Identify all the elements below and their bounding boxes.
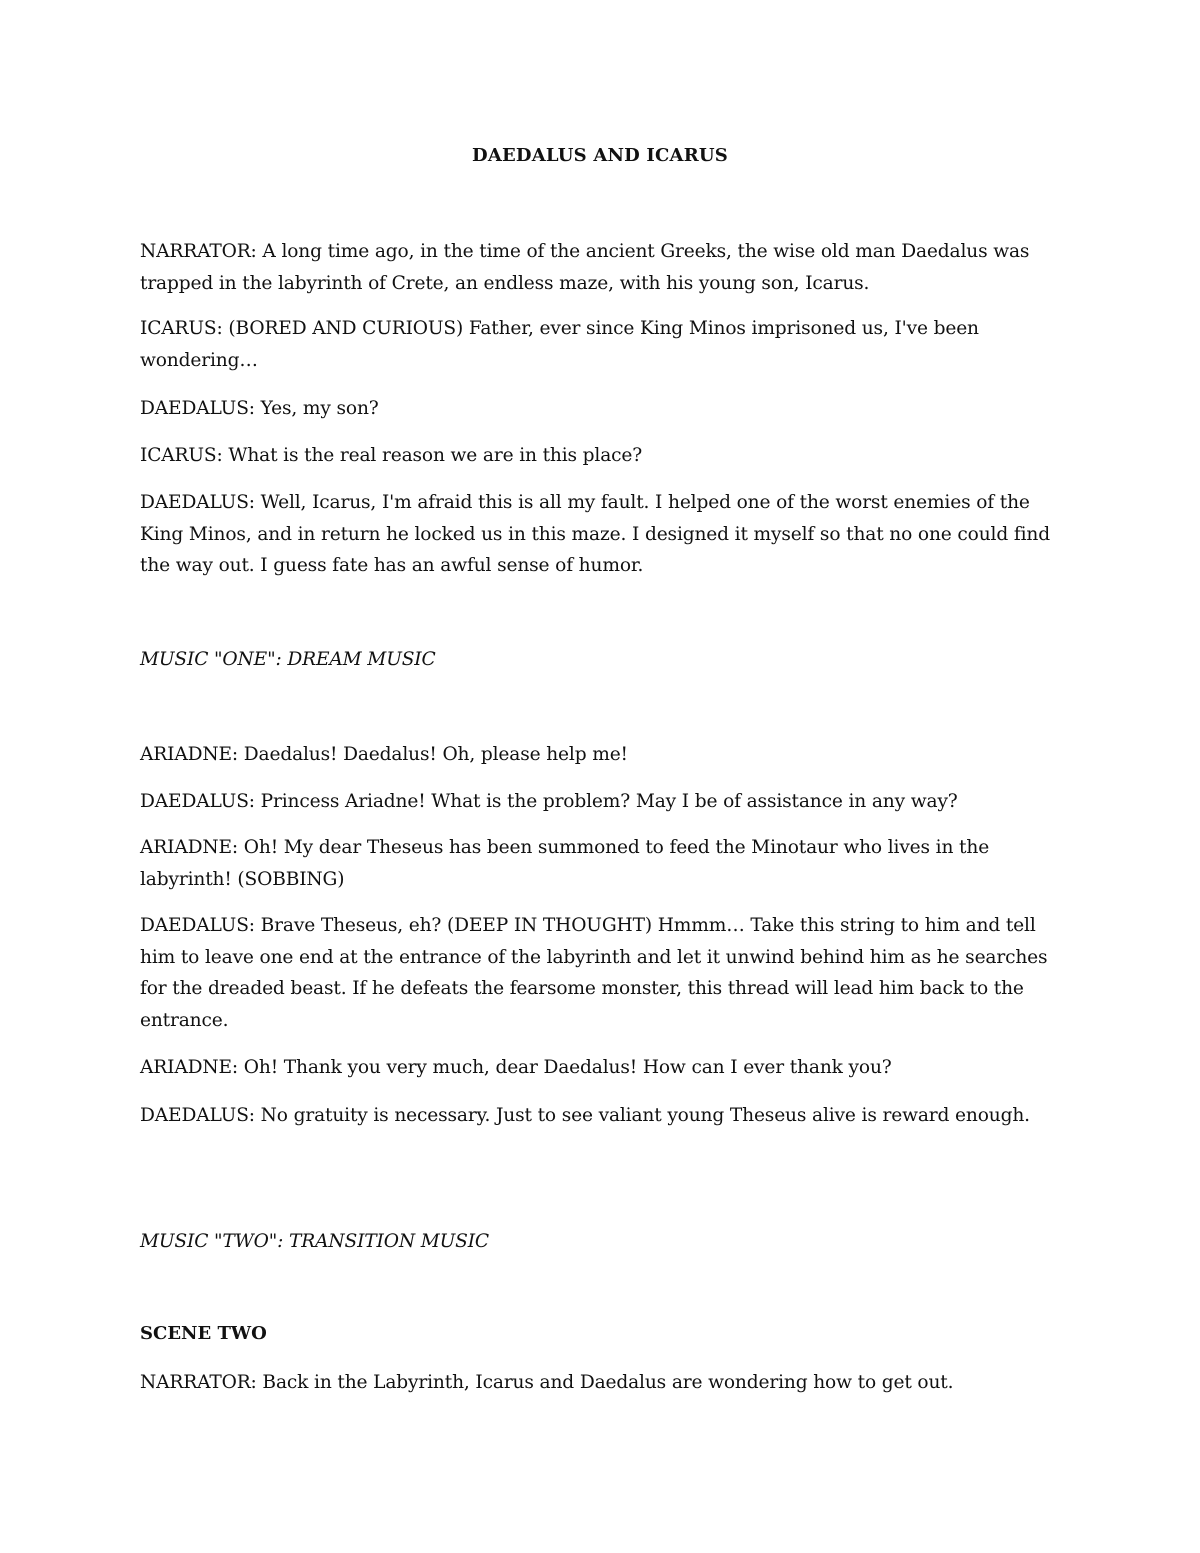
daedalus-line-string: DAEDALUS: Brave Theseus, eh? (DEEP IN THOUGHT) Hmmm… Take this string to him and tell him to leave one end at the entrance of the labyrinth and let it unwind behind him as he searches for the dreaded beast. If he defeats the fearsome monster, this thread will lead him back to the entrance. [140, 915, 1048, 1031]
ariadne-line-thanks: ARIADNE: Oh! Thank you very much, dear Daedalus! How can I ever thank you? [140, 1057, 892, 1078]
narrator-line-intro: NARRATOR: A long time ago, in the time of the ancient Greeks, the wise old man Daedalus was trapped in the labyrinth of Crete, an endless maze, with his young son, Icarus. [140, 241, 1030, 294]
icarus-line-question: ICARUS: (BORED AND CURIOUS) Father, ever since King Minos imprisoned us, I've been wondering… [140, 318, 979, 371]
ariadne-line-theseus: ARIADNE: Oh! My dear Theseus has been summoned to feed the Minotaur who lives in the labyrinth! (SOBBING) [140, 837, 990, 890]
daedalus-line-princess: DAEDALUS: Princess Ariadne! What is the problem? May I be of assistance in any way? [140, 791, 958, 812]
daedalus-line-fault: DAEDALUS: Well, Icarus, I'm afraid this is all my fault. I helped one of the worst enemies of the King Minos, and in return he locked us in this maze. I designed it myself so that no one could find the way out. I guess fate has an awful sense of humor. [140, 492, 1050, 576]
ariadne-line-help: ARIADNE: Daedalus! Daedalus! Oh, please help me! [140, 744, 628, 765]
music-cue-two: MUSIC "TWO": TRANSITION MUSIC [140, 1231, 489, 1252]
narrator-line-labyrinth: NARRATOR: Back in the Labyrinth, Icarus and Daedalus are wondering how to get out. [140, 1372, 954, 1393]
icarus-line-reason: ICARUS: What is the real reason we are in this place? [140, 445, 643, 466]
daedalus-line-yes: DAEDALUS: Yes, my son? [140, 398, 379, 419]
document-title: DAEDALUS AND ICARUS [472, 145, 728, 166]
daedalus-line-gratuity: DAEDALUS: No gratuity is necessary. Just to see valiant young Theseus alive is reward enough. [140, 1105, 1030, 1126]
music-cue-one: MUSIC "ONE": DREAM MUSIC [140, 649, 436, 670]
scene-two-heading: SCENE TWO [140, 1323, 267, 1344]
